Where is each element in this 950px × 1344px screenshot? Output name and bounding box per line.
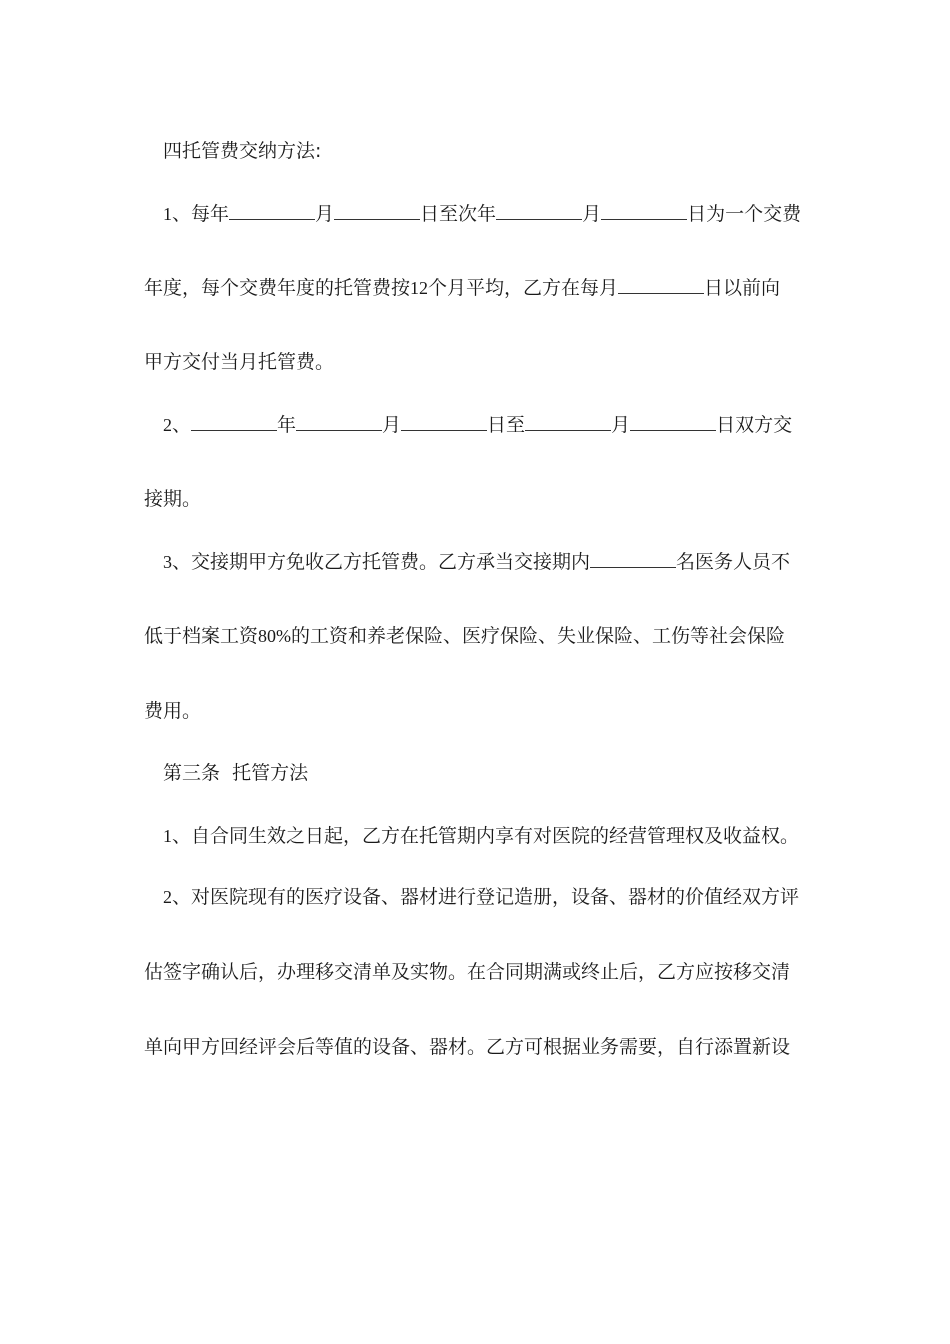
item-3-line-1 (163, 549, 790, 574)
text: 对医院现有的医疗设备、器材进行登记造册，设备、器材的价值经双方评 (191, 886, 800, 908)
text: 月 (611, 414, 631, 436)
heading-text: 四托管费交纳方法: (163, 140, 322, 162)
text: 的工资和养老保险、医疗保险、失业保险、工伤等社会保险 (291, 625, 786, 647)
percent-value: 80% (258, 626, 292, 646)
text: 个月平均，乙方在每月 (428, 277, 619, 299)
text: 费用。 (144, 700, 202, 722)
item-number: 1 (163, 826, 172, 846)
blank-field[interactable] (630, 412, 716, 431)
blank-field[interactable] (296, 412, 382, 431)
text: 年 (277, 414, 297, 436)
article-item-2-line-2 (144, 960, 790, 984)
text: 日至 (487, 414, 526, 436)
item-number: 2 (163, 415, 172, 435)
blank-field[interactable] (590, 549, 676, 568)
item-number: 2 (163, 887, 172, 907)
article-item-2-line-3 (144, 1035, 790, 1059)
article-item-1 (163, 824, 799, 848)
text: 单向甲方回经评会后等值的设备、器材。乙方可根据业务需要，自行添置新设 (144, 1036, 791, 1058)
blank-field[interactable] (191, 412, 277, 431)
text: 日至次年 (420, 203, 497, 225)
blank-field[interactable] (496, 201, 582, 220)
text: 自合同生效之日起，乙方在托管期内享有对医院的经营管理权及收益权。 (191, 825, 800, 847)
fee-method-heading (163, 139, 321, 163)
separator: 、 (172, 886, 192, 908)
text: 低于档案工资 (144, 625, 259, 647)
text: 名医务人员不 (676, 551, 791, 573)
blank-field[interactable] (334, 201, 420, 220)
text: 甲方交付当月托管费。 (144, 351, 335, 373)
item-3-line-2 (144, 624, 785, 648)
months-number: 12 (410, 278, 429, 298)
text: 月 (582, 203, 602, 225)
item-number: 1 (163, 204, 172, 224)
blank-field[interactable] (525, 412, 611, 431)
separator: 、 (172, 825, 192, 847)
article-item-2-line-1 (163, 885, 799, 909)
text: 月 (382, 414, 402, 436)
text: 每年 (191, 203, 230, 225)
blank-field[interactable] (401, 412, 487, 431)
item-1-line-1 (163, 201, 801, 226)
item-number: 3 (163, 552, 172, 572)
item-1-line-3 (144, 350, 334, 374)
text: 月 (315, 203, 335, 225)
separator: 、 (172, 203, 192, 225)
text: 年度，每个交费年度的托管费按 (144, 277, 411, 299)
item-2-line-2 (144, 487, 201, 511)
blank-field[interactable] (618, 275, 704, 294)
text: 日以前向 (704, 277, 781, 299)
blank-field[interactable] (601, 201, 687, 220)
item-2-line-1 (163, 412, 792, 437)
text: 接期。 (144, 488, 202, 510)
text: 日为一个交费 (687, 203, 802, 225)
blank-field[interactable] (229, 201, 315, 220)
text: 估签字确认后，办理移交清单及实物。在合同期满或终止后，乙方应按移交清 (144, 961, 791, 983)
separator: 、 (172, 551, 192, 573)
text: 日双方交 (716, 414, 793, 436)
text: 交接期甲方免收乙方托管费。乙方承当交接期内 (191, 551, 591, 573)
heading-text: 第三条 托管方法 (163, 762, 309, 784)
item-3-line-3 (144, 699, 201, 723)
article-3-heading (163, 761, 308, 785)
item-1-line-2 (144, 275, 780, 300)
separator: 、 (172, 414, 192, 436)
